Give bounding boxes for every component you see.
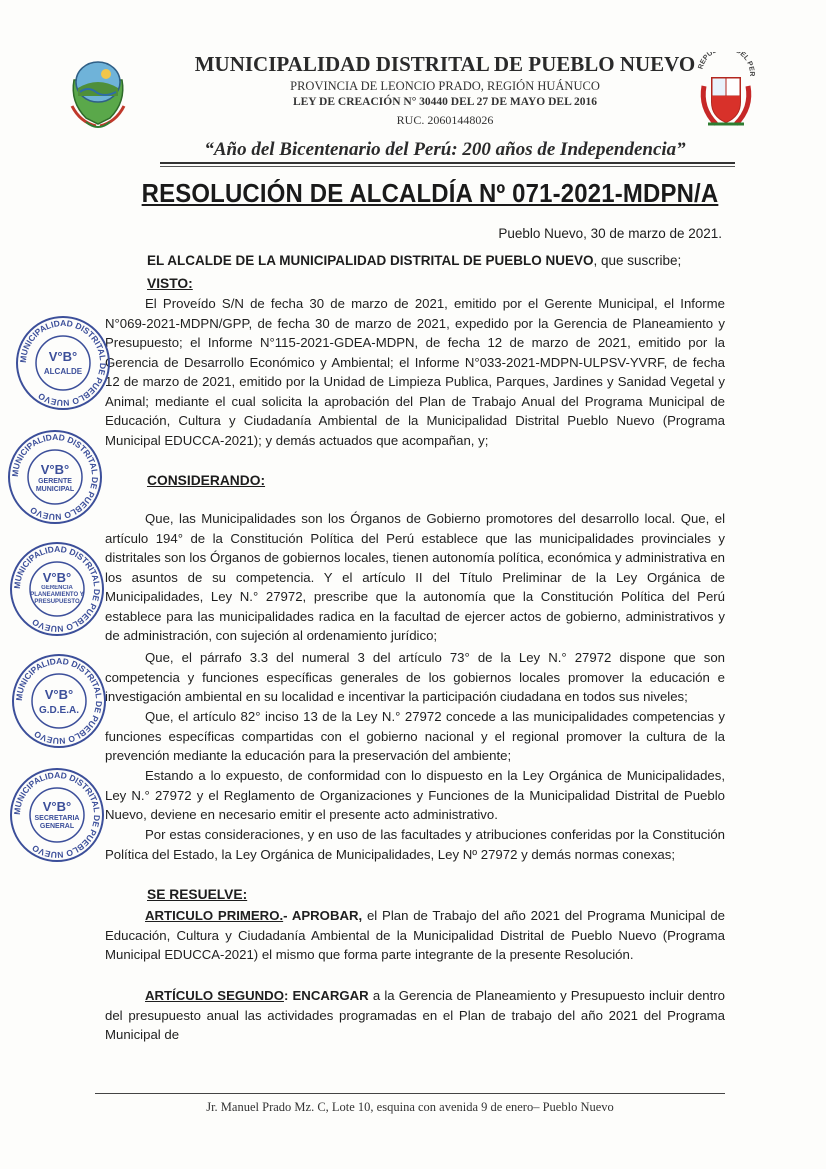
article-second-label: ARTÍCULO SEGUNDO — [145, 988, 284, 1003]
stamp-vb: V°B° — [42, 799, 72, 814]
footer-divider — [95, 1093, 725, 1094]
visto-paragraph: El Proveído S/N de fecha 30 de marzo de 2021, emitido por el Gerente Municipal, el Informe N°069-2021-MDPN/GPP, de fecha 30 de marzo de 2021, expedido por la Gerencia de Planeamiento y Presupuesto; el Informe N°115-2021-GDEA-MDPN, de fecha 12 de marzo de 2021, emitido por la Gerencia de Desarrollo Económico y Ambiental; el Informe N°033-2021-MDPN-ULPSV-YVRF, de fecha 12 de marzo de 2021, emitido por la Unidad de Limpieza Publica, Parques, Jardines y Sanidad Vegetal y Animal; mediante el cual solicita la aprobación del Plan de Trabajo Anual del Programa Municipal de Educación, Cultura y Ciudadanía Ambiental de la Municipalidad Distrital Pueblo Nuevo (Programa Municipal EDUCCA-2021); y demás actuados que acompañan, y; — [105, 296, 725, 448]
stamp-ring-text: MUNICIPALIDAD DISTRITAL DE PUEBLO NUEVO — [11, 543, 103, 635]
article-first-text: el Plan de Trabajo del año 2021 del Programa Municipal de Educación, Cultura y Ciudadanía Ambiental de la Municipalidad Distrital de Pueblo Nuevo (Programa Municipal EDUCCA-2021) el mismo que forma parte integrante de la presente Resolución. — [105, 908, 725, 962]
considerando-paragraph-4: Estando a lo expuesto, de conformidad con lo dispuesto en la Ley Orgánica de Municipalidades, Ley N.° 27972 y el Reglamento de Organizaciones y Funciones de la Municipalidad Distrital de Pueblo Nuevo, deviene en necesario emitir el presente acto administrativo. — [105, 768, 725, 822]
ruc-line: RUC. 20601448026 — [396, 113, 494, 127]
article-first-dash: - — [283, 908, 292, 923]
article-second — [105, 986, 725, 1045]
considerando-paragraph-5: Por estas consideraciones, y en uso de las facultades y atribuciones conferidas por la Constitución Política del Estado, la Ley Orgánica de Municipalidades, Ley Nº 27972 y demás normas conexas; — [105, 827, 725, 862]
stamp-ring-text: MUNICIPALIDAD DISTRITAL DE PUEBLO NUEVO — [17, 317, 109, 409]
stamp-role: G.D.E.A. — [38, 705, 80, 716]
stamp-ring-text: MUNICIPALIDAD DISTRITAL DE PUEBLO NUEVO — [13, 655, 105, 747]
issuer-line — [147, 253, 681, 268]
stamp-planeamiento — [8, 540, 106, 643]
year-motto: “Año del Bicentenario del Perú: 200 años de Independencia” — [204, 139, 686, 160]
stamp-gerente-municipal — [6, 428, 104, 531]
stamp-secretaria-general — [8, 766, 106, 869]
municipal-emblem-icon — [66, 52, 130, 132]
resuelve-heading: SE RESUELVE: — [147, 887, 248, 902]
creation-law-line: LEY DE CREACIÓN N° 30440 DEL 27 DE MAYO DEL 2016 — [292, 96, 598, 108]
considerando-paragraph-2: Que, el párrafo 3.3 del numeral 3 del artículo 73° de la Ley N.° 27972 dispone que son competencia y funciones específicas generales de los gobiernos locales promover la educación e investigación ambiental en su localidad e incentivar la participación ciudadana en todos sus niveles; — [105, 650, 725, 704]
municipality-title: MUNICIPALIDAD DISTRITAL DE PUEBLO NUEVO — [194, 52, 696, 76]
stamp-vb: V°B° — [48, 349, 78, 364]
article-second-colon: : — [283, 988, 293, 1003]
stamp-role: GERENTE MUNICIPAL — [35, 478, 75, 493]
province-line: PROVINCIA DE LEONCIO PRADO, REGIÓN HUÁNUCO — [290, 79, 600, 93]
article-second-verb: ENCARGAR — [292, 988, 369, 1003]
considerando-paragraph-1: Que, las Municipalidades son los Órganos de Gobierno promotores del desarrollo local. Que, el artículo 194° de la Constitución Política del Perú establece que las municipalidades provinciales y distritales son los Órganos de gobiernos locales, tienen autonomía política, económica y administrativa en los asuntos de su competencia. Y el artículo II del Título Preliminar de la Ley Orgánica de Municipalidades, Ley N.° 27972, prescribe que la autonomía que la Constitución Política del Perú establece para las municipalidades radica en la facultad de ejercer actos de gobierno, administrativos y de administración, con sujeción al ordenamiento jurídico; — [105, 511, 725, 643]
stamp-alcalde — [14, 314, 112, 417]
article-second-text: a la Gerencia de Planeamiento y Presupuesto incluir dentro del presupuesto anual las actividades programadas en el Plan de trabajo del año 2021 del Programa Municipal de — [105, 988, 725, 1042]
right-logo-text: REPU EL PER — [697, 52, 756, 77]
stamp-role: SECRETARIA GENERAL — [34, 815, 80, 830]
svg-text:REPUBLICA DEL PERU — [694, 52, 755, 76]
stamp-vb: V°B° — [40, 462, 70, 477]
stamp-ring-text: MUNICIPALIDAD DISTRITAL DE PUEBLO NUEVO — [9, 431, 101, 523]
considerando-paragraph-3: Que, el artículo 82° inciso 13 de la Ley N.° 27972 concede a las municipalidades competencias y funciones específicas compartidas con el gobierno nacional y el regional promover la cultura de la prevención mediante la educación para la preservación del ambiente; — [105, 709, 725, 763]
footer-address: Jr. Manuel Prado Mz. C, Lote 10, esquina con avenida 9 de enero– Pueblo Nuevo — [206, 1100, 614, 1114]
considerando-heading: CONSIDERANDO: — [147, 473, 266, 488]
header-divider — [160, 162, 735, 164]
stamp-ring-text: MUNICIPALIDAD DISTRITAL DE PUEBLO NUEVO — [11, 769, 103, 861]
visto-heading: VISTO: — [147, 276, 193, 291]
issuer-bold: EL ALCALDE DE LA MUNICIPALIDAD DISTRITAL DE PUEBLO NUEVO — [147, 253, 594, 268]
resolution-title: RESOLUCIÓN DE ALCALDÍA Nº 071-2021-MDPN/A — [141, 178, 719, 208]
article-first-verb: APROBAR, — [291, 908, 363, 923]
article-first — [105, 906, 725, 965]
stamp-vb: V°B° — [42, 570, 72, 585]
stamp-role: ALCALDE — [43, 367, 83, 376]
stamp-role: GERENCIA PLANEAMIENTO Y PRESUPUESTO — [30, 585, 84, 605]
resolution-date: Pueblo Nuevo, 30 de marzo de 2021. — [498, 226, 722, 241]
article-first-label: ARTICULO PRIMERO. — [145, 908, 284, 923]
stamp-vb: V°B° — [44, 687, 74, 702]
header-divider-thin — [160, 166, 735, 167]
stamp-gdea — [10, 652, 108, 755]
issuer-rest: , que suscribe; — [593, 253, 682, 268]
peru-coat-of-arms-icon — [694, 52, 758, 132]
